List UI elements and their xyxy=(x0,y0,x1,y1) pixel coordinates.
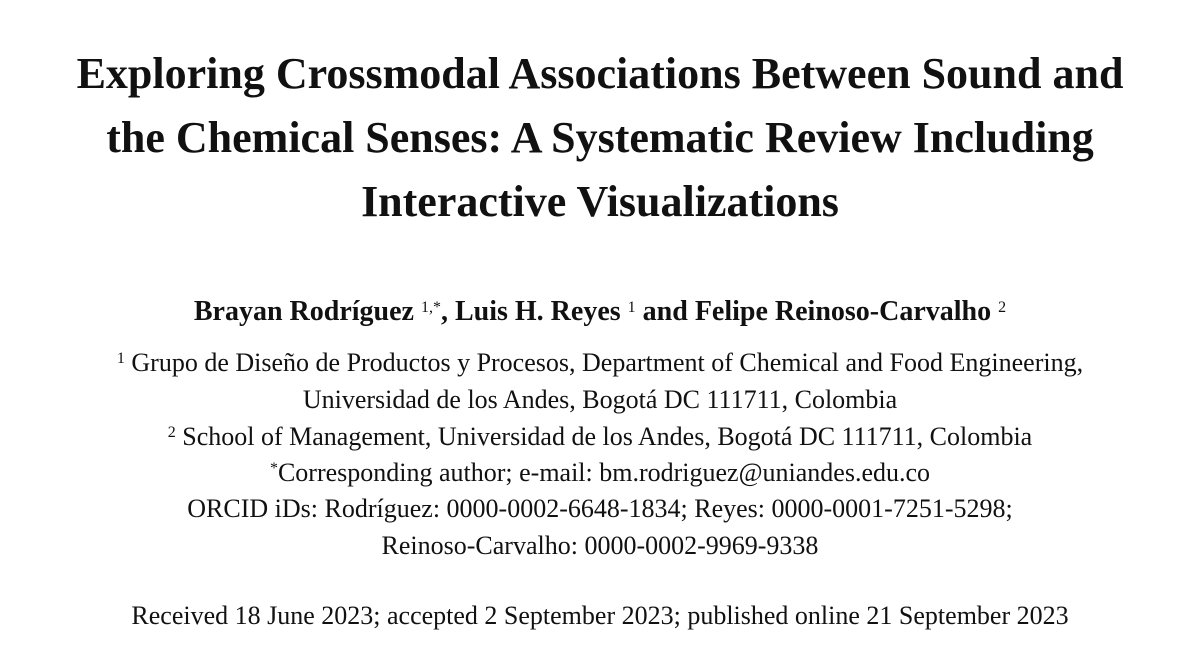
author-affiliation-marker: 1,* xyxy=(420,299,441,316)
corresponding-marker: * xyxy=(269,460,278,477)
affiliation-text: School of Management, Universidad de los Andes, Bogotá DC 111711, Colombia xyxy=(182,422,1033,451)
author-affiliation-marker: 1 xyxy=(627,299,636,316)
title-line-1: Exploring Crossmodal Associations Between Sound and xyxy=(76,49,1124,98)
affiliation-1-continued: Universidad de los Andes, Bogotá DC 111711, Colombia xyxy=(302,385,898,414)
affiliation-2 xyxy=(0,420,1200,454)
author-separator: and xyxy=(635,296,695,327)
author-name: Felipe Reinoso-Carvalho xyxy=(694,296,992,327)
author-name: Brayan Rodríguez xyxy=(193,296,414,327)
corresponding-author xyxy=(0,456,1200,490)
author-name: Luis H. Reyes xyxy=(454,296,621,327)
affiliation-text: Grupo de Diseño de Productos y Procesos, Department of Chemical and Food Engineering, xyxy=(131,348,1084,377)
paper-title xyxy=(0,42,1200,234)
orcid-line-2: Reinoso-Carvalho: 0000-0002-9969-9338 xyxy=(381,531,819,560)
affiliation-1 xyxy=(0,346,1200,380)
affiliation-marker: 2 xyxy=(167,424,176,441)
title-line-2: the Chemical Senses: A Systematic Review Including xyxy=(106,113,1094,162)
publication-dates: Received 18 June 2023; accepted 2 September 2023; published online 21 September 2023 xyxy=(131,601,1069,630)
author-separator: , xyxy=(440,296,455,327)
author-list xyxy=(0,294,1200,330)
title-line-3: Interactive Visualizations xyxy=(361,177,839,226)
author-affiliation-marker: 2 xyxy=(998,299,1007,316)
corresponding-text: Corresponding author; e-mail: bm.rodriguez@uniandes.edu.co xyxy=(277,458,931,487)
orcid-line-1: ORCID iDs: Rodríguez: 0000-0002-6648-1834; Reyes: 0000-0001-7251-5298; xyxy=(187,494,1013,523)
affiliation-marker: 1 xyxy=(116,350,125,367)
